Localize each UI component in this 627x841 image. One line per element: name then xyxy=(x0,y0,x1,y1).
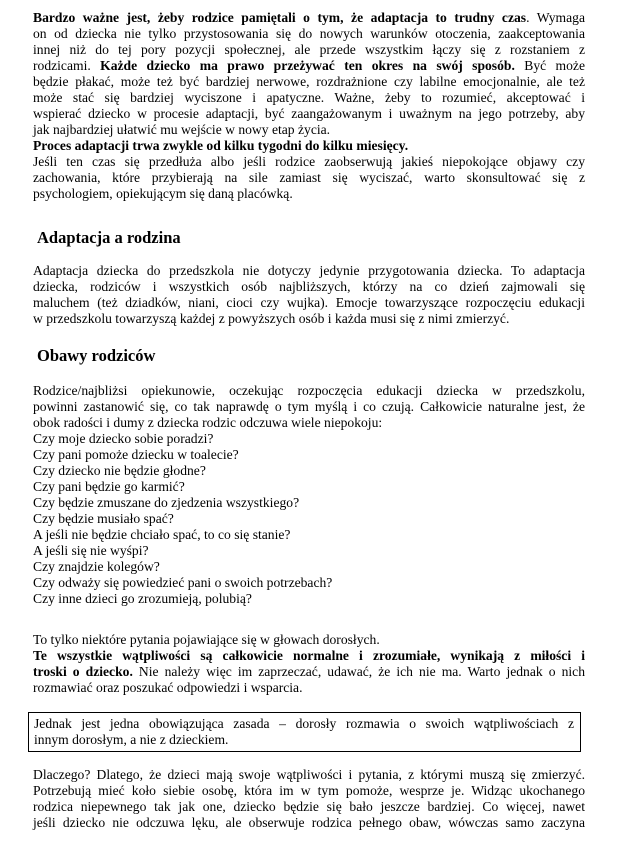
text-line: maluchem (też dziadków, niani, cioci czy wujka). Emocje towarzyszące rozpoczęciu edukacji xyxy=(33,295,585,310)
text-line: zachowania, które przybierają na sile zamiast się wyciszać, warto skonsultować się z xyxy=(33,170,585,185)
text-line: To tylko niektóre pytania pojawiające się w głowach dorosłych. xyxy=(33,632,380,647)
text-line xyxy=(33,10,585,26)
list-item: Czy będzie zmuszane do zjedzenia wszystkiego? xyxy=(33,495,300,510)
text-line: rozmawiać oraz poszukać odpowiedzi i wsparcia. xyxy=(33,680,303,695)
paragraph-adaptation-family xyxy=(33,263,585,327)
text-line: jak najbardziej ułatwić mu wejście w nowy etap życia. xyxy=(33,122,331,137)
text-line: Jeśli ten czas się przedłuża albo jeśli rodzice zaobserwują jakieś niepokojące objawy czy xyxy=(33,154,585,169)
list-item: Czy będzie musiało spać? xyxy=(33,511,174,526)
heading-parent-fears: Obawy rodziców xyxy=(37,346,156,365)
list-item: Czy pani pomoże dziecku w toalecie? xyxy=(33,447,239,462)
rule-box xyxy=(28,712,581,752)
paragraph-adaptation-intro xyxy=(33,10,585,202)
text-line: może stać się bardziej wyciszone i apatyczne. Ważne, żeby to rozumieć, akceptować i xyxy=(33,90,585,105)
paragraph-doubts xyxy=(33,632,585,696)
text-line: Potrzebują mieć koło siebie osobę, która im w tym pomoże, wesprze je. Widząc ukochanego xyxy=(33,783,585,798)
paragraph-why xyxy=(33,767,585,831)
list-item: Czy dziecko nie będzie głodne? xyxy=(33,463,206,478)
text-line: Jednak jest jedna obowiązująca zasada – dorosły rozmawia o swoich wątpliwościach z xyxy=(34,716,574,731)
bold-phrase: troski o dziecko. xyxy=(33,664,133,679)
text-line xyxy=(33,664,585,680)
text-line: obok radości i dumy z dziecka rodzic odczuwa wiele niepokoju: xyxy=(33,415,383,430)
text-line: on od dziecka nie tylko przystosowania się do nowych warunków otoczenia, zaakceptowania xyxy=(33,26,585,41)
text-line: psychologiem, opiekującym się daną placówką. xyxy=(33,186,293,201)
text-line: będzie płakać, może też być bardziej nerwowe, rozdrażnione czy labilne emocjonalnie, ale też xyxy=(33,74,585,89)
list-item: Czy inne dzieci go zrozumieją, polubią? xyxy=(33,591,252,606)
list-item: A jeśli się nie wyśpi? xyxy=(33,543,149,558)
text-line: Adaptacja dziecka do przedszkola nie dotyczy jedynie przygotowania dziecka. To adaptacja xyxy=(33,263,585,278)
text-fragment: Być może xyxy=(514,58,585,73)
bold-phrase: Te wszystkie wątpliwości są całkowicie normalne i zrozumiałe, wynikają z miłości i xyxy=(33,648,585,663)
heading-adaptation-family: Adaptacja a rodzina xyxy=(37,228,181,247)
text-line: innym dorosłym, a nie z dzieckiem. xyxy=(34,732,229,747)
text-line: wspierać dziecko w procesie adaptacji, być zaangażowanym i uważnym na jego potrzeby, aby xyxy=(33,106,585,121)
text-line: dziecka, rodziców i wszystkich osób najbliższych, którzy na co dzień zajmowali się xyxy=(33,279,585,294)
list-item: Czy pani będzie go karmić? xyxy=(33,479,185,494)
text-line xyxy=(33,58,585,74)
bold-phrase: Każde dziecko ma prawo przeżywać ten okres na swój sposób. xyxy=(100,58,515,73)
text-line: innej niż do tej pory pozycji społecznej, ale przede wszystkim łączy się z rozstaniem z xyxy=(33,42,585,57)
text-line: jeśli dziecko nie odczuwa lęku, ale obserwuje rodzica pełnego obaw, wówczas samo zaczyna xyxy=(33,815,585,830)
text-line: Dlaczego? Dlatego, że dzieci mają swoje wątpliwości i pytania, z którymi muszą się zmierzyć. xyxy=(33,767,585,782)
text-line: rodzica niepewnego tak jak one, dziecko będzie się bało jeszcze bardziej. Co więcej, nawet xyxy=(33,799,585,814)
bold-phrase: Bardzo ważne jest, żeby rodzice pamiętali o tym, że adaptacja to trudny czas xyxy=(33,10,527,25)
text-line: Rodzice/najbliżsi opiekunowie, oczekując rozpoczęcia edukacji dziecka w przedszkolu, xyxy=(33,383,585,398)
list-item: A jeśli nie będzie chciało spać, to co się stanie? xyxy=(33,527,291,542)
bold-phrase: Proces adaptacji trwa zwykle od kilku tygodni do kilku miesięcy. xyxy=(33,138,409,153)
rule-text xyxy=(34,716,574,748)
list-item: Czy odważy się powiedzieć pani o swoich potrzebach? xyxy=(33,575,333,590)
paragraph-parent-fears xyxy=(33,383,585,431)
question-list xyxy=(33,431,332,607)
text-line: powinni zastanowić się, co tak naprawdę o tym myślą i co czują. Całkowicie naturalne jest, że xyxy=(33,399,585,414)
text-fragment: Nie należy więc im zaprzeczać, udawać, że ich nie ma. Warto jednak o nich xyxy=(132,664,585,679)
list-item: Czy moje dziecko sobie poradzi? xyxy=(33,431,214,446)
text-line xyxy=(33,138,585,154)
text-line xyxy=(33,648,585,664)
list-item: Czy znajdzie kolegów? xyxy=(33,559,160,574)
text-fragment: rodzicami. xyxy=(33,58,101,73)
text-fragment: . Wymaga xyxy=(526,10,585,25)
text-line: w przedszkolu towarzyszą każdej z powyższych osób i każda musi się z nimi zmierzyć. xyxy=(33,311,510,326)
